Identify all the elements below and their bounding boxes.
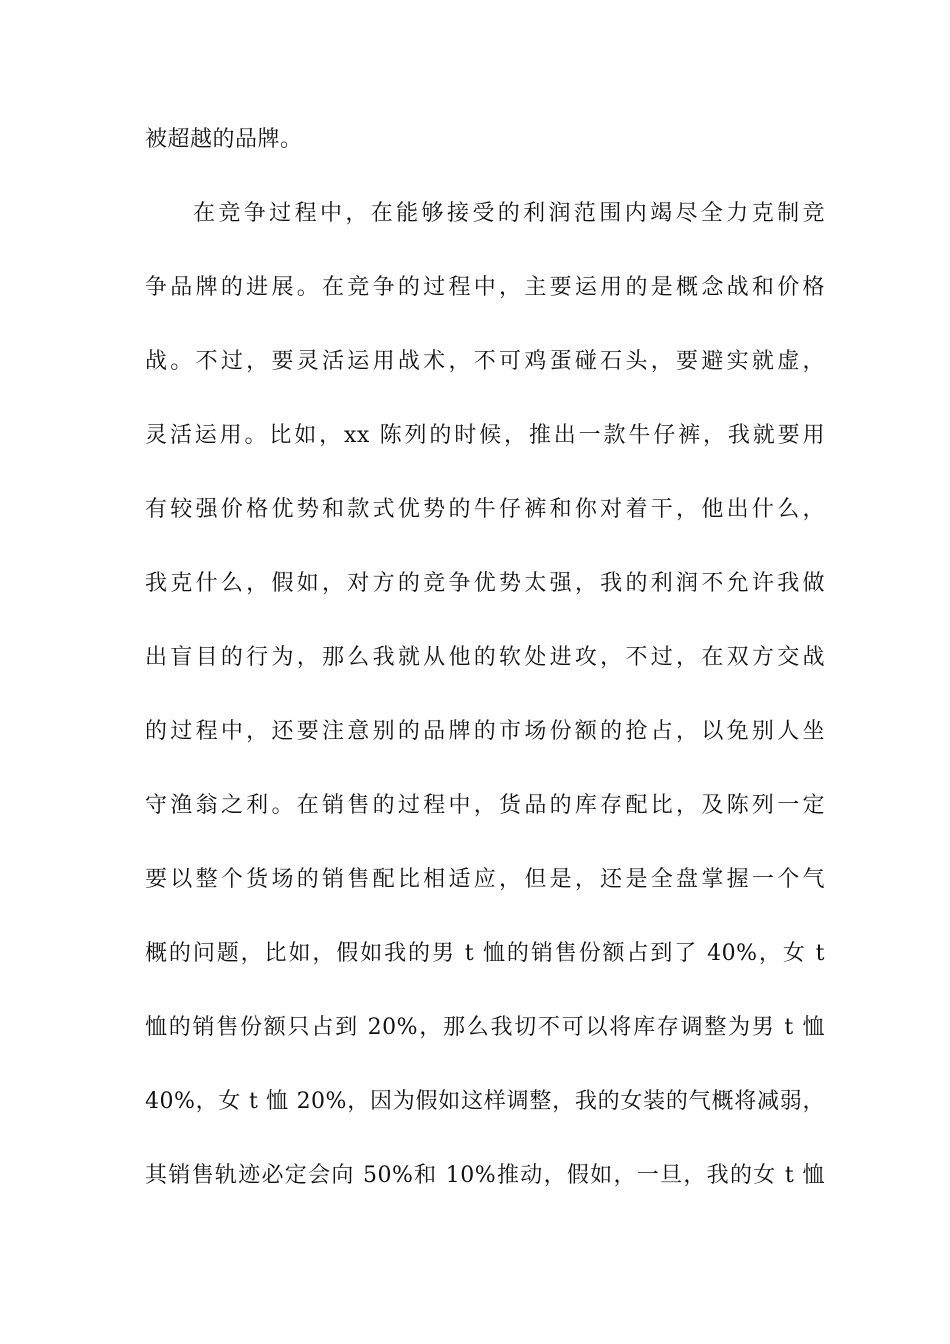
body-text	[145, 127, 825, 1237]
text-line: 要以整个货场的销售配比相适应，但是，还是全盘掌握一个气	[145, 867, 825, 892]
text-line: 出盲目的行为，那么我就从他的软处进攻，不过，在双方交战	[145, 645, 825, 670]
text-line: 战。不过，要灵活运用战术，不可鸡蛋碰石头，要避实就虚，	[145, 349, 825, 374]
text-line: 有较强价格优势和款式优势的牛仔裤和你对着干，他出什么，	[145, 497, 825, 522]
text-line: 40%，女 t 恤 20%，因为假如这样调整，我的女装的气概将减弱，	[145, 1089, 825, 1114]
text-line: 概的问题，比如，假如我的男 t 恤的销售份额占到了 40%，女 t	[145, 941, 825, 966]
text-line: 我克什么，假如，对方的竞争优势太强，我的利润不允许我做	[145, 571, 825, 596]
text-line: 被超越的品牌。	[145, 127, 303, 152]
text-line: 争品牌的进展。在竞争的过程中，主要运用的是概念战和价格	[145, 275, 825, 300]
text-line: 守渔翁之利。在销售的过程中，货品的库存配比，及陈列一定	[145, 793, 825, 818]
text-line: 在竞争过程中，在能够接受的利润范围内竭尽全力克制竞	[193, 201, 825, 226]
text-line: 的过程中，还要注意别的品牌的市场份额的抢占，以免别人坐	[145, 719, 825, 744]
text-line: 其销售轨迹必定会向 50%和 10%推动，假如，一旦，我的女 t 恤	[145, 1163, 825, 1188]
text-line: 灵活运用。比如，xx 陈列的时候，推出一款牛仔裤，我就要用	[145, 423, 825, 448]
text-line: 恤的销售份额只占到 20%，那么我切不可以将库存调整为男 t 恤	[145, 1015, 825, 1040]
